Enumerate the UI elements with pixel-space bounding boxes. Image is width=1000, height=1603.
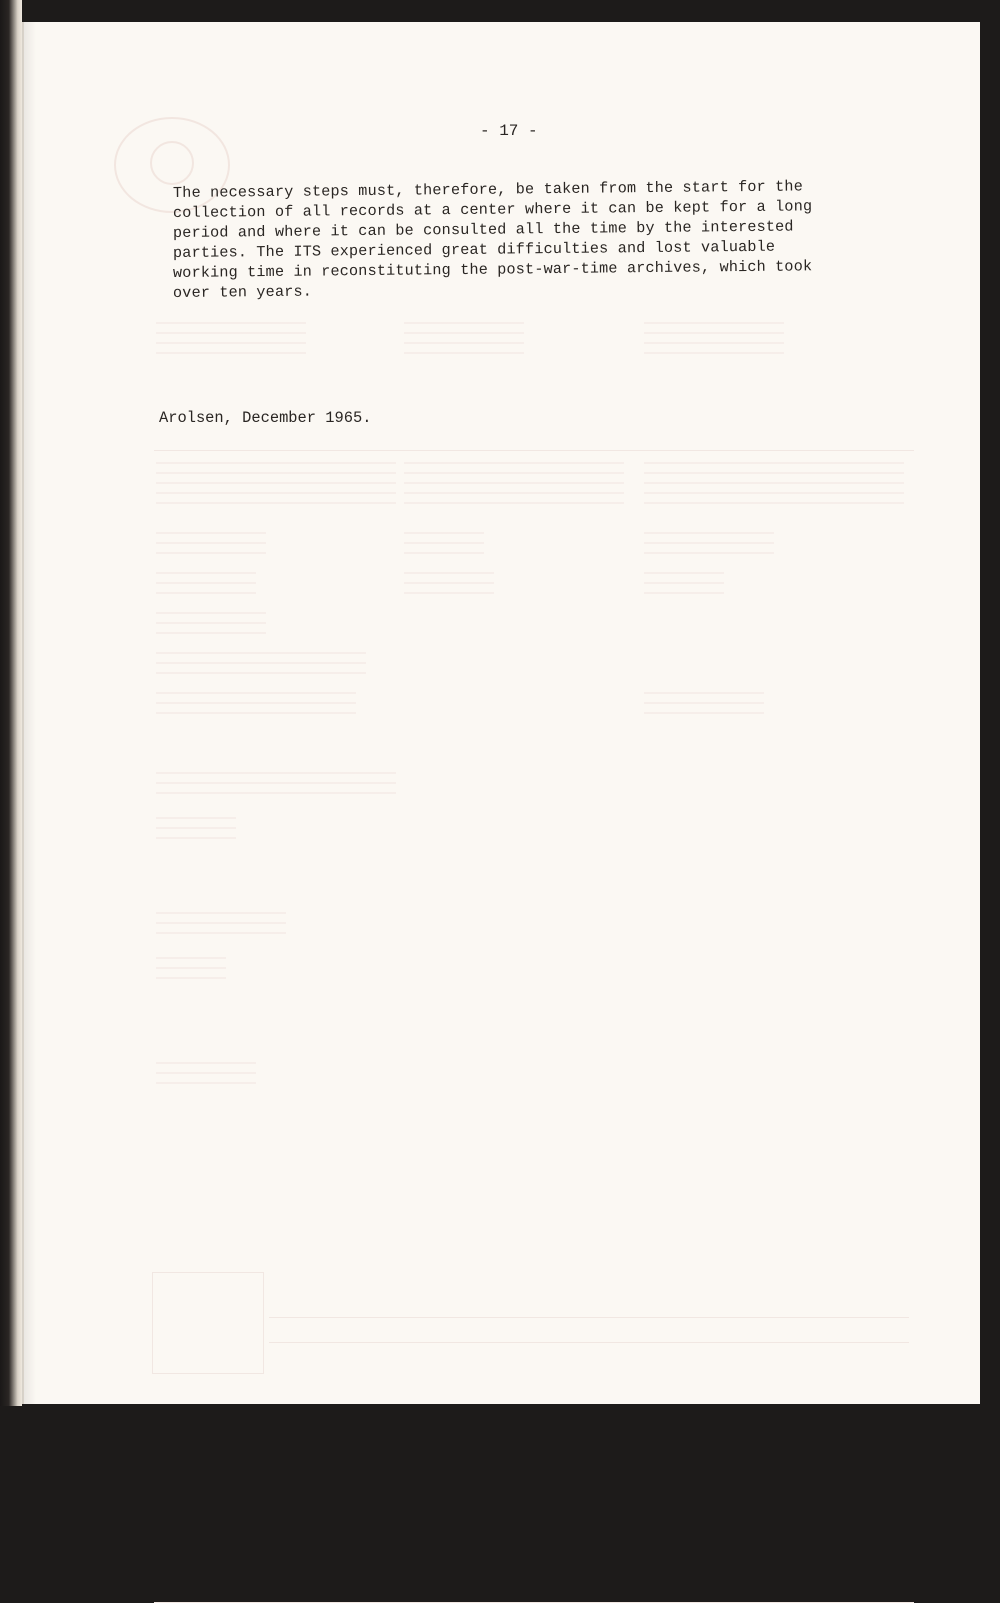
bleed-through-form-block	[404, 572, 494, 602]
bleed-through-rule	[154, 450, 914, 451]
bleed-through-form-block	[156, 772, 396, 802]
body-line: working time in reconstituting the post-war-time archives, which took	[172, 257, 813, 282]
bleed-through-form-block	[156, 912, 286, 942]
bleed-through-form-block	[156, 652, 366, 682]
bleed-through-form-block	[156, 462, 396, 512]
page-number: - 17 -	[480, 122, 538, 140]
bleed-through-rule	[269, 1317, 909, 1318]
book-spine	[0, 0, 22, 1406]
bleed-through-form-block	[404, 322, 524, 362]
bleed-through-box	[152, 1272, 264, 1374]
bleed-through-form-block	[156, 817, 236, 847]
bleed-through-form-block	[404, 532, 484, 562]
body-line: parties. The ITS experienced great difficulties and lost valuable	[172, 237, 776, 262]
bleed-through-form-block	[156, 692, 356, 722]
bleed-through-form-block	[156, 322, 306, 362]
bleed-through-form-block	[156, 957, 226, 987]
body-line: collection of all records at a center where it can be kept for a long	[172, 197, 813, 222]
bleed-through-form-block	[156, 572, 256, 602]
bleed-through-form-block	[404, 462, 624, 512]
bleed-through-form-block	[644, 692, 764, 722]
bleed-through-form-block	[156, 532, 266, 562]
bleed-through-rule	[269, 1342, 909, 1343]
bleed-through-form-block	[644, 322, 784, 362]
bleed-through-form-block	[644, 532, 774, 562]
page-gutter-shadow	[22, 22, 36, 1404]
bleed-through-form-block	[644, 572, 724, 602]
bleed-through-form-block	[156, 1062, 256, 1092]
body-line: over ten years.	[172, 282, 313, 302]
bleed-through-form-block	[644, 462, 904, 512]
place-and-date: Arolsen, December 1965.	[159, 409, 372, 427]
body-line: period and where it can be consulted all the time by the interested	[172, 217, 794, 242]
bleed-through-form-block	[156, 612, 266, 642]
body-line: The necessary steps must, therefore, be taken from the start for the	[172, 177, 804, 202]
